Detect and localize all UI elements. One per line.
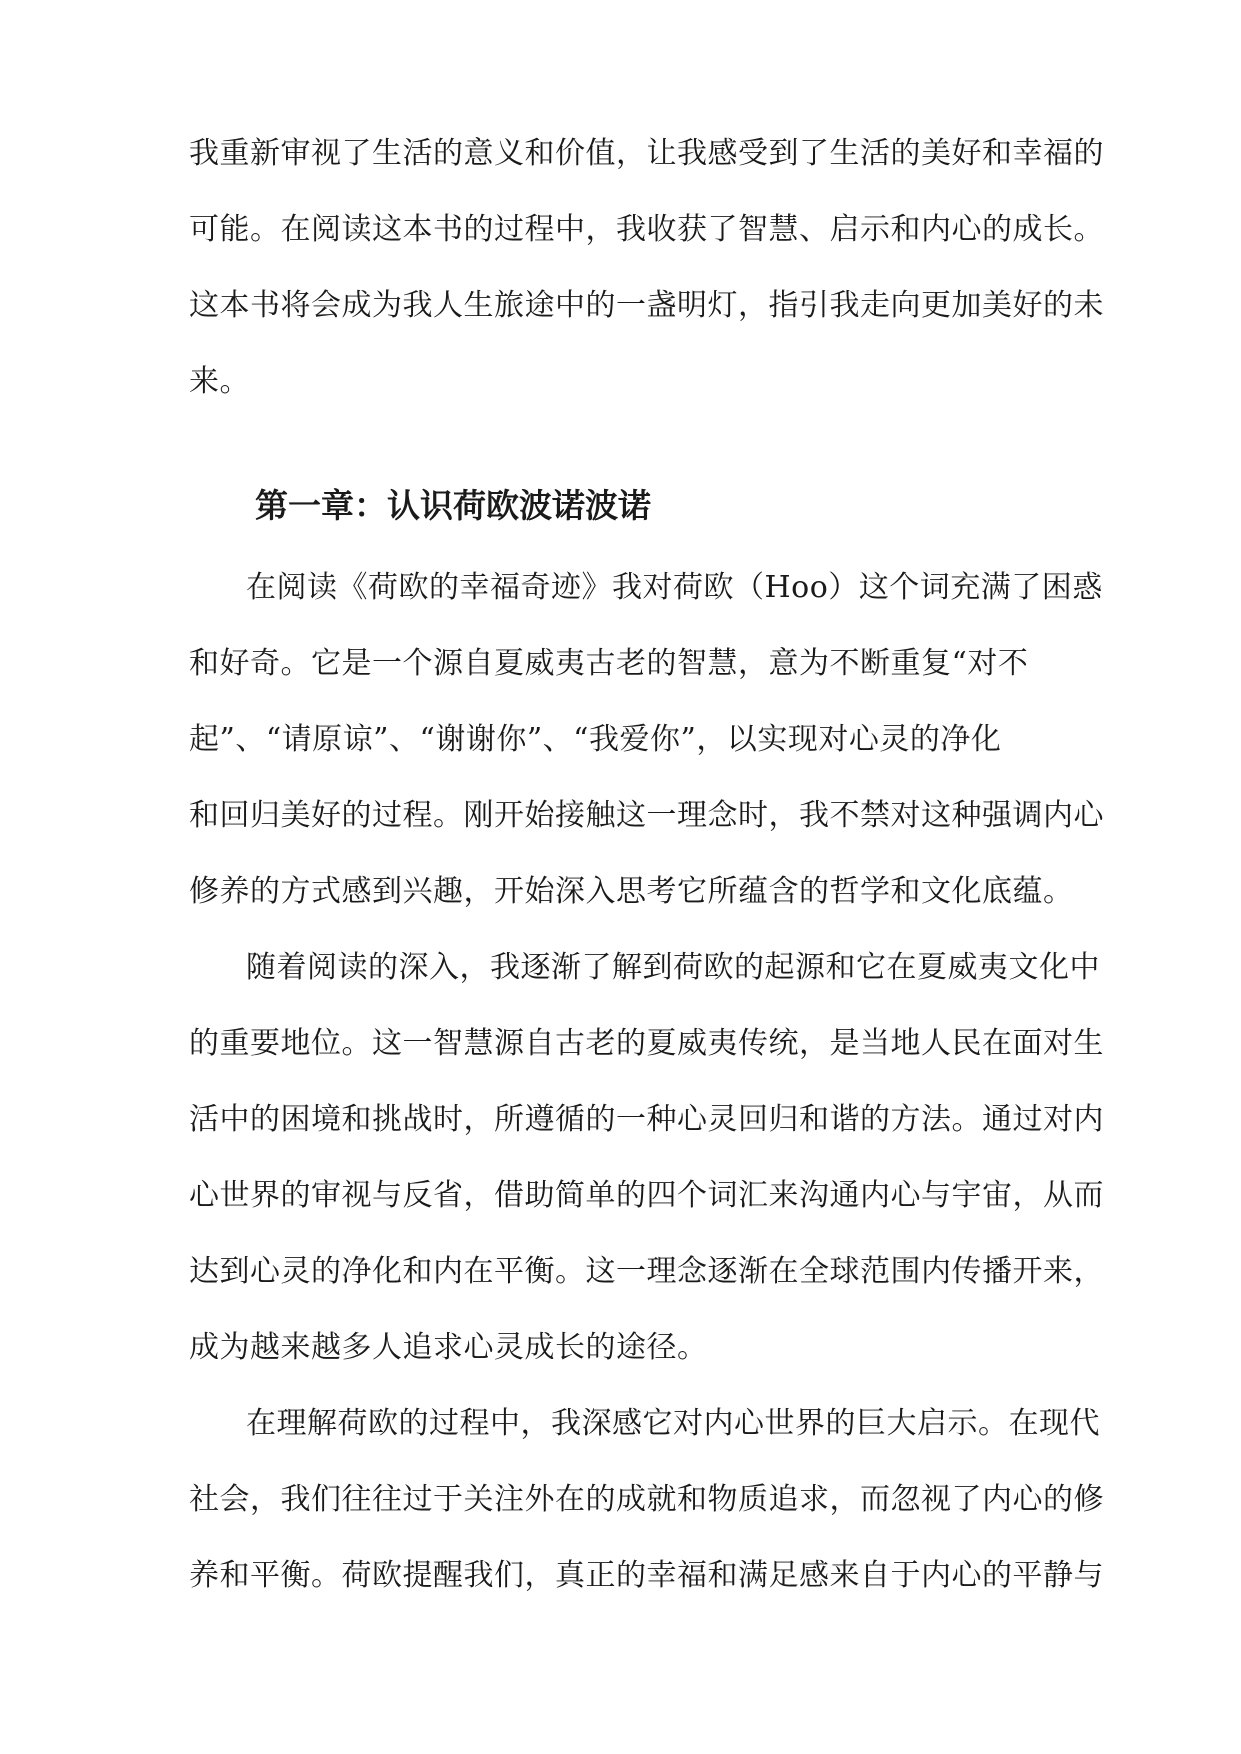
paragraph3-line-1: 在理解荷欧的过程中，我深感它对内心世界的巨大启示。在现代 xyxy=(246,1406,1100,1441)
paragraph1-line-3: 起”、“请原谅”、“谢谢你”、“我爱你”，以实现对心灵的净化 xyxy=(189,722,1002,757)
paragraph1-line-1: 在阅读《荷欧的幸福奇迹》我对荷欧（Hoo）这个词充满了困惑 xyxy=(246,570,1103,605)
paragraph3-line-2: 社会，我们往往过于关注外在的成就和物质追求，而忽视了内心的修 xyxy=(189,1482,1104,1517)
paragraph2-line-1: 随着阅读的深入，我逐渐了解到荷欧的起源和它在夏威夷文化中 xyxy=(246,950,1100,985)
intro-line-3: 这本书将会成为我人生旅途中的一盏明灯，指引我走向更加美好的未 xyxy=(189,288,1104,323)
paragraph2-line-2: 的重要地位。这一智慧源自古老的夏威夷传统，是当地人民在面对生 xyxy=(189,1026,1104,1061)
paragraph2-line-4: 心世界的审视与反省，借助简单的四个词汇来沟通内心与宇宙，从而 xyxy=(189,1178,1104,1213)
intro-line-2: 可能。在阅读这本书的过程中，我收获了智慧、启示和内心的成长。 xyxy=(189,212,1104,247)
intro-line-4: 来。 xyxy=(189,364,250,399)
paragraph1-line-2: 和好奇。它是一个源自夏威夷古老的智慧，意为不断重复“对不 xyxy=(189,646,1029,681)
chapter-heading: 第一章：认识荷欧波诺波诺 xyxy=(255,486,651,525)
paragraph3-line-3: 养和平衡。荷欧提醒我们，真正的幸福和满足感来自于内心的平静与 xyxy=(189,1558,1104,1593)
intro-line-1: 我重新审视了生活的意义和价值，让我感受到了生活的美好和幸福的 xyxy=(189,136,1104,171)
paragraph2-line-3: 活中的困境和挑战时，所遵循的一种心灵回归和谐的方法。通过对内 xyxy=(189,1102,1104,1137)
paragraph2-line-6: 成为越来越多人追求心灵成长的途径。 xyxy=(189,1330,708,1365)
paragraph1-line-5: 修养的方式感到兴趣，开始深入思考它所蕴含的哲学和文化底蕴。 xyxy=(189,874,1074,909)
paragraph2-line-5: 达到心灵的净化和内在平衡。这一理念逐渐在全球范围内传播开来， xyxy=(189,1254,1104,1289)
paragraph1-line-4: 和回归美好的过程。刚开始接触这一理念时，我不禁对这种强调内心 xyxy=(189,798,1104,833)
